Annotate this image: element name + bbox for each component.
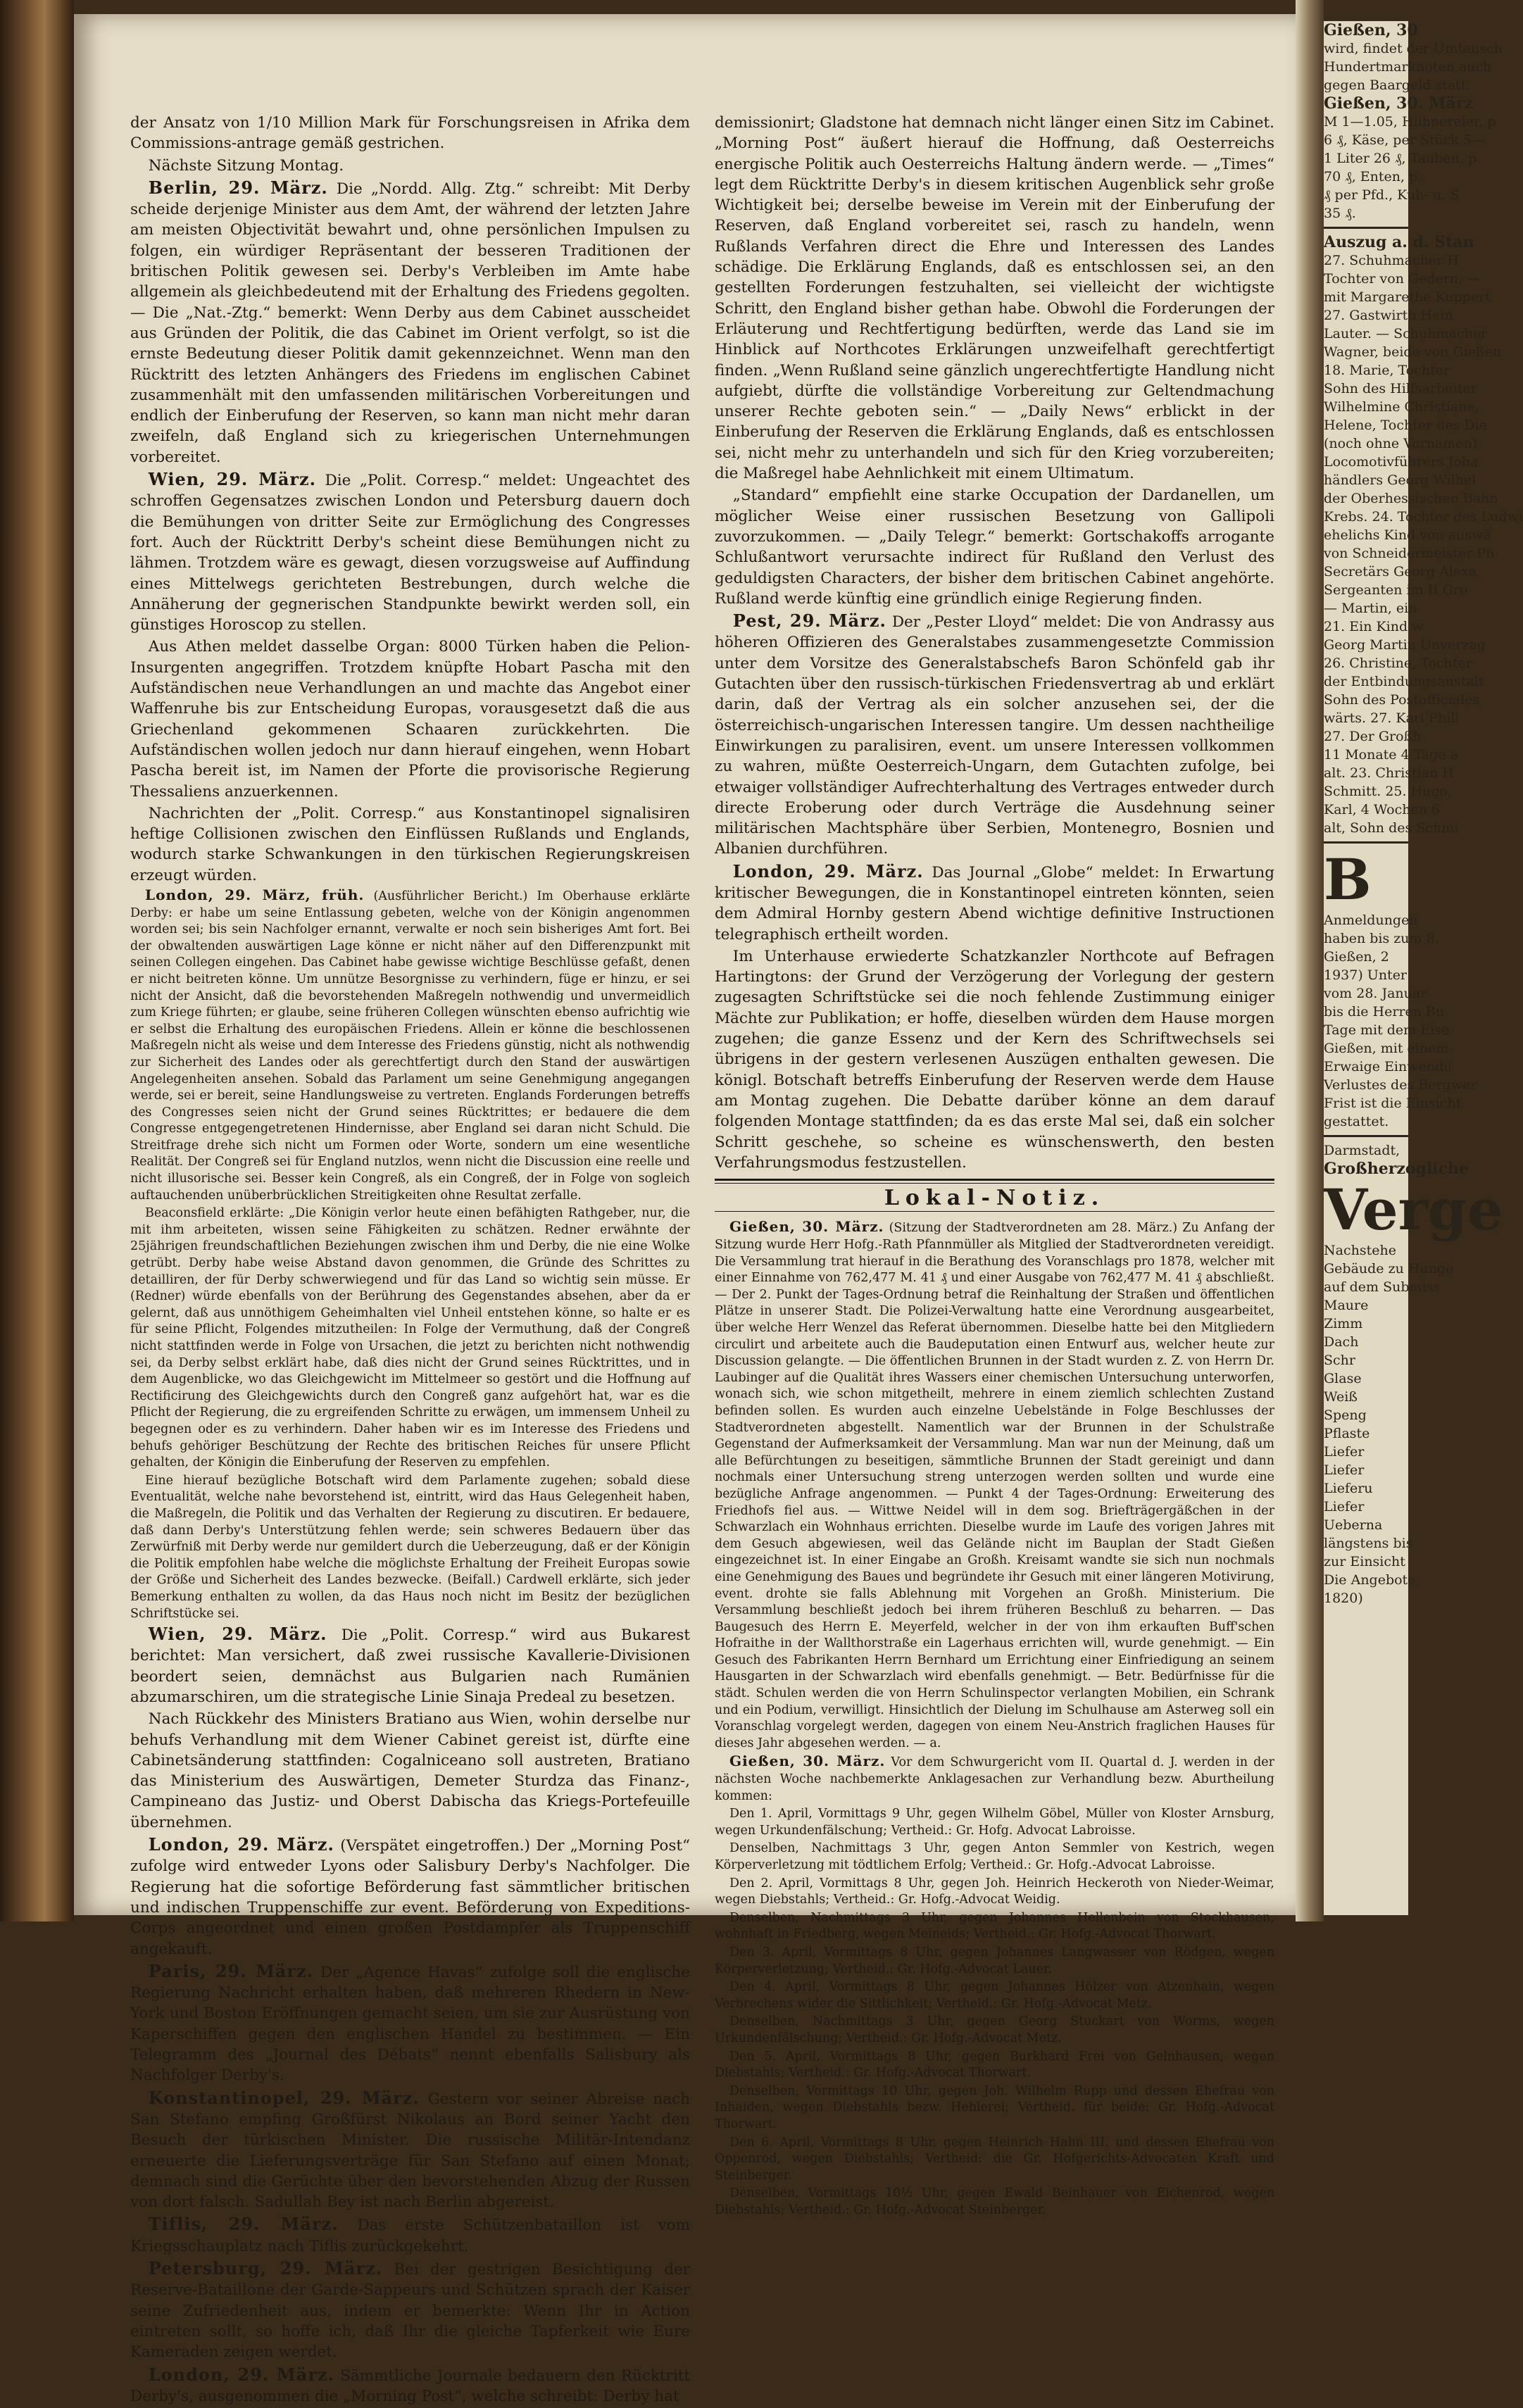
article-text: (Verspätet eingetroffen.) Der „Morning Post“ zufolge wird entweder Lyons oder Salisbury Derby's Nachfolger. Die Regierung hat die sofortige Beförderung fast sämmtlicher britischen und indischen Truppenschiffe zur event. Beförderung von Expeditions-Corps angeordnet und einen großen Postdampfer als Truppenschiff angekauft.	[130, 1837, 690, 1958]
adjacent-page-line: Gebäude zu Hunge	[1324, 1261, 1454, 1277]
adjacent-page-line: Weiß	[1324, 1389, 1358, 1405]
adjacent-page-line: wärts. 27. Karl Phili	[1324, 710, 1460, 726]
adjacent-page-line: Sohn des Hilfsarbeiter	[1324, 381, 1477, 396]
adjacent-page-line: 35 ₰.	[1324, 206, 1356, 221]
dateline: Paris, 29. März.	[148, 1960, 313, 1981]
article-text: Bei der gestrigen Besichtigung der Reserve-Bataillone der Garde-Sappeurs und Schützen sprach der Kaiser seine Zufriedenheit aus, indem er bemerkte: Wenn Ihr in Action eintreten sollt, so hoffe ich, daß Ihr die gleiche Tapferkeit wie Eure Kameraden zeigen werdet.	[130, 2261, 691, 2362]
adjacent-page-line: alt. 23. Christian H	[1324, 765, 1454, 781]
article-bratiano: Nach Rückkehr des Ministers Bratiano aus Wien, wohin derselbe nur behufs Verhandlung mit dem Wiener Cabinet gereist ist, dürfte eine Cabinetsänderung stattfinden: Cogalniceano soll austreten, Bratiano das Ministerium des Auswärtigen, Demeter Sturdza das Finanz-, Campineano das Justiz- und Oberst Dabischa das Kriegs-Portefeuille übernehmen.	[130, 1710, 690, 1831]
adjacent-page-line: Helene, Tochter des Die	[1324, 418, 1487, 433]
adjacent-page-line: Lieferu	[1324, 1481, 1373, 1496]
adjacent-page-line: Georg Martin Unverzag	[1324, 637, 1486, 653]
adjacent-page-line: 6 ₰, Käse, per Stück 5—	[1324, 132, 1486, 148]
adjacent-page-line: Schr	[1324, 1353, 1355, 1368]
adjacent-page-line: Liefer	[1324, 1462, 1365, 1478]
court-schedule-entry: Den 4. April, Vormittags 8 Uhr, gegen Johannes Hölzer von Atzenhain, wegen Verbrechens wider die Sittlichkeit; Vertheid.: Gr. Hofg.-Advocat Metz.	[715, 1980, 1274, 2011]
section-divider-thin	[715, 1211, 1274, 1212]
article-berlin	[130, 177, 690, 468]
dateline: Petersburg, 29. März.	[148, 2258, 383, 2279]
adjacent-page-line: 21. Ein Kind w	[1324, 619, 1424, 634]
article-wien-1	[130, 469, 690, 635]
adjacent-page-line: 70 ₰, Enten, p.	[1324, 169, 1422, 184]
adjacent-page-line: ehelichs Kind von auswä	[1324, 527, 1491, 543]
court-schedule-entry: Den 6. April, Vormittags 8 Uhr, gegen Heinrich Hahn III. und dessen Ehefrau von Oppenrod, wegen Diebstahls; Vertheid: die Gr. Hofgerichts-Advocaten Kraft und Steinberger.	[715, 2135, 1274, 2183]
adjacent-page-line: Gießen, mit einem	[1324, 1041, 1449, 1056]
adjacent-page-line: Verlustes des Bergwer	[1324, 1077, 1477, 1093]
adjacent-page-line: 18. Marie, Tochter	[1324, 363, 1450, 378]
court-schedule-entry: Den 3. April, Vormittags 8 Uhr, gegen Johannes Langwasser von Rödgen, wegen Körperverletzung; Vertheid.: Gr. Hofg.-Advocat Lauer.	[715, 1945, 1274, 1976]
adjacent-page-rule	[1324, 1135, 1408, 1137]
adjacent-page-line: (noch ohne Vornamen)	[1324, 436, 1478, 451]
adjacent-page-line: gegen Baargeld statt.	[1324, 77, 1471, 93]
adjacent-page-line: Gießen, 2	[1324, 949, 1389, 965]
adjacent-page-line: Gießen, 30. März	[1324, 94, 1473, 113]
article-london-small	[130, 887, 690, 1622]
adjacent-page-line: Glase	[1324, 1371, 1362, 1386]
adjacent-page-line: gestattet.	[1324, 1114, 1389, 1129]
adjacent-page-line: wird, findet der Umtausch	[1324, 41, 1503, 56]
adjacent-page-line: M 1—1.05, Hühnereier, p	[1324, 114, 1496, 130]
dateline: Tiflis, 29. März.	[148, 2214, 339, 2235]
adjacent-page-line: händlers Georg Wilhel	[1324, 472, 1477, 488]
adjacent-page-line: der Entbindungsanstalt	[1324, 674, 1484, 689]
adjacent-page-line: Erwaige Einwendu	[1324, 1059, 1453, 1074]
adjacent-page-line: Die Angebote	[1324, 1572, 1416, 1588]
adjacent-page-line: auf dem Submiss	[1324, 1279, 1441, 1295]
article-text: Gestern vor seiner Abreise nach San Stefano empfing Großfürst Nikolaus an Bord seiner Yacht den Besuch der türkischen Minister. Die russische Militär-Intendanz erneuerte die Lieferungsverträge für San Stefano auf einen Monat; demnach sind die Gerüchte über den bevorstehenden Abzug der Russen von dort falsch. Sadullah Bey ist nach Berlin abgereist.	[130, 2090, 690, 2212]
left-column	[130, 113, 690, 2408]
article-paris	[130, 1961, 690, 2086]
section-title: Lokal-Notiz.	[884, 1186, 1105, 1211]
article-text: Sämmtliche Journale bedauern den Rücktritt Derby's, ausgenommen die „Morning Post“, welche schreibt: Derby hat	[130, 2366, 690, 2405]
adjacent-page-line: Nachstehe	[1324, 1243, 1396, 1258]
dateline: Gießen, 30. März.	[729, 1752, 886, 1770]
adjacent-page-line: — Martin, ein	[1324, 601, 1417, 616]
adjacent-page-line: 27. Der Großh	[1324, 729, 1422, 744]
page-gutter	[1296, 0, 1324, 1921]
court-schedule-entry: Denselben, Vormittags 10½ Uhr, gegen Ewald Beinhauer von Eichenrod, wegen Diebstahls; Vertheid.: Gr. Hofg.-Advocat Steinberger.	[715, 2186, 1274, 2217]
adjacent-page-line: Karl, 4 Wochen 6	[1324, 802, 1441, 817]
right-column	[715, 113, 1274, 2220]
adjacent-page-line: alt, Sohn des Schmi	[1324, 820, 1459, 836]
dateline: Gießen, 30. März.	[729, 1218, 884, 1236]
adjacent-page-line: 1820)	[1324, 1591, 1363, 1606]
article-wien-2	[130, 1624, 690, 1707]
article-text: Die „Polit. Corresp.“ wird aus Bukarest berichtet: Man versichert, daß zwei russische Kavallerie-Divisionen beordert seien, demnächst aus Bulgarien nach Rumänien abzumarschiren, um die strategische Linie Sinaja Predeal zu besetzen.	[130, 1626, 690, 1706]
adjacent-page-line: Verge	[1324, 1177, 1503, 1243]
court-schedule-entry: Den 2. April, Vormittags 8 Uhr, gegen Joh. Heinrich Heckeroth von Nieder-Weimar, wegen Diebstahls; Vertheid.: Gr. Hofg.-Advocat Weidig.	[715, 1876, 1274, 1907]
article-text: Das Journal „Globe“ meldet: In Erwartung kritischer Bewegungen, die in Konstantinopel eintreten könnten, seien dem Admiral Hornby gestern Abend wichtige definitive Instructionen telegraphisch ertheilt worden.	[715, 863, 1275, 943]
dateline: London, 29. März, früh.	[145, 886, 365, 903]
adjacent-page-line: Wilhelmine Christiane,	[1324, 399, 1479, 415]
court-schedule-entry: Den 5. April, Vormittags 8 Uhr, gegen Burkhard Frei von Gelnhausen, wegen Diebstahls; Vertheid.: Gr. Hofg.-Advocat Thorwart.	[715, 2049, 1274, 2081]
article-text: Die „Nordd. Allg. Ztg.“ schreibt: Mit Derby scheide derjenige Minister aus dem Amt, der während der letzten Jahre am meisten Objectivität bewahrt und, ohne persönlichen Impulsen zu folgen, ein würdiger Repräsentant der besseren Traditionen der britischen Politik gewesen sei. Derby's Verbleiben im Amte habe allgemein als gleichbedeutend mit der Erhaltung des Friedens gegolten. — Die „Nat.-Ztg.“ bemerkt: Wenn Derby aus dem Cabinet ausscheidet aus Gründen der Politik, die das Cabinet im Orient verfolgt, so ist die ernste Bedeutung dieser Politik damit gekennzeichnet. Wenn man den Rücktritt des letzten Anhängers des Friedens im englischen Cabinet zusammenhält mit den umfassenden militärischen Vorbereitungen und endlich der Einberufung der Reserven, so kann man nicht mehr daran zweifeln, daß England sich zu kriegerischen Unternehmungen vorbereitet.	[130, 180, 691, 466]
adjacent-page-line: mit Margarethe Kuppert	[1324, 289, 1491, 305]
adjacent-page-line: Großherzogliche	[1324, 1160, 1469, 1178]
cardwell-text: Eine hierauf bezügliche Botschaft wird dem Parlamente zugehen; sobald diese Eventualität, welche nahe bevorstehend ist, eintritt, wird das Haus Gelegenheit haben, die Maßregeln, die Politik und das Verhalten der Regierung zu discutiren. Er bedauere, daß dann Derby's Unterstützung fehlen werde; sein schweres Bedauern über das Zerwürfniß mit Derby werde nur gemildert durch die Ueberzeugung, daß er der Königin die Politik empfohlen habe welche die möglichste Erhaltung der Freiheit Europas sowie der Größe und Sicherheit des Landes bezwecke. (Beifall.) Cardwell erklärte, sich jeder Bemerkung enthalten zu wollen, da das Haus noch nicht im Besitz der bezüglichen Schriftstücke sei.	[130, 1473, 690, 1621]
adjacent-page-line: Zimm	[1324, 1316, 1363, 1331]
dateline: Konstantinopel, 29. März.	[148, 2087, 420, 2108]
adjacent-page-line: Sohn des Postofficiales	[1324, 692, 1480, 708]
article-text: Vor dem Schwurgericht vom II. Quartal d. J. werden in der nächsten Woche nachbemerkte Anklagesachen zur Verhandlung bezw. Aburtheilung kommen:	[715, 1755, 1274, 1803]
article-text: (Ausführlicher Bericht.) Im Oberhause erklärte Derby: er habe um seine Entlassung gebeten, welche von der Königin angenommen worden sei; bis sein Nachfolger ernannt, verwalte er noch sein bisheriges Amt fort. Bei der obwaltenden auswärtigen Lage könne er nicht näher auf den Differenzpunkt mit seinen Collegen eingehen. Das Cabinet habe gewisse wichtige Beschlüsse gefaßt, denen er nicht beitreten könne. Um unnütze Besorgnisse zu verhindern, füge er hinzu, er sei nicht der Ansicht, daß die bevorstehenden Maßregeln nothwendig und unvermeidlich zum Kriege führten; er glaube, seine früheren Collegen wünschten ebenso aufrichtig wie er selbst die Erhaltung des europäischen Friedens. Allein er könne die beschlossenen Maßregeln nicht als weise und dem Interesse des Friedens günstig, nicht als nothwendig zur Sicherheit des Landes oder als gerechtfertigt durch den Stand der auswärtigen Angelegenheiten ansehen. Sobald das Parlament um seine Genehmigung angegangen werde, sei er bereit, seine Handlungsweise zu vertreten. Englands Forderungen betreffs des Congresses seien nicht der Grund seines Rücktrittes; er bedauere die dem Congresse entgegengetretenen Hindernisse, aber England sei daran nicht Schuld. Die Streitfrage drehe sich nicht um Formen oder Worte, sondern um eine wesentliche Realität. Der Congreß sei für England nutzlos, wenn nicht die Discussion eine reelle und nicht illusorische sei. Besser kein Congreß, als ein Congreß, der in Folge von sogleich auftauchenden unüberbrücklichen Streitigkeiten ohne Resultat zerfalle.	[130, 889, 690, 1203]
court-schedule-entry: Denselben, Vormittags 10 Uhr, gegen Joh. Wilhelm Rupp und dessen Ehefrau von Inhaiden, wegen Diebstahls bezw. Hehlerei; Vertheid. für beide: Gr. Hofg.-Advocat Thorwart.	[715, 2083, 1274, 2131]
adjacent-page-line: Gießen, 30	[1324, 21, 1418, 39]
adjacent-page-line: vom 28. Januar	[1324, 986, 1427, 1001]
adjacent-page-line: Pflaste	[1324, 1426, 1370, 1441]
adjacent-page-rule	[1324, 841, 1408, 844]
next-session-note: Nächste Sitzung Montag.	[148, 156, 344, 175]
adjacent-page-line: 27. Gastwirth Hein	[1324, 308, 1453, 323]
dateline: Pest, 29. März.	[732, 610, 886, 632]
book-spine	[0, 0, 74, 1921]
adjacent-page-line: 26. Christine, Tochter	[1324, 656, 1472, 671]
intro-text: der Ansatz von 1/10 Million Mark für Forschungsreisen in Afrika dem Commissions-antrage gemäß gestrichen.	[130, 114, 690, 153]
dateline: London, 29. März.	[732, 860, 924, 882]
adjacent-page-line: von Schneidermeister Ph	[1324, 546, 1495, 561]
adjacent-page-line: 1937) Unter	[1324, 967, 1408, 983]
dateline: London, 29. März.	[148, 1834, 334, 1855]
adjacent-page-line: Lauter. — Schuhmacher	[1324, 326, 1488, 341]
adjacent-page-line: Liefer	[1324, 1499, 1365, 1515]
article-london-3	[130, 2364, 690, 2407]
article-text: Das erste Schützenbataillon ist vom Kriegsschauplatz nach Tiflis zurückgekehrt.	[130, 2216, 690, 2255]
dateline: Wien, 29. März.	[148, 1624, 327, 1645]
dateline: Wien, 29. März.	[148, 469, 317, 490]
article-text: Die „Polit. Corresp.“ meldet: Ungeachtet des schroffen Gegensatzes zwischen London und Petersburg dauern doch die Bemühungen von dritter Seite zur Ermöglichung des Congresses fort. Auch der Rücktritt Derby's scheint diese Bemühungen nicht zu lähmen. Trotzdem wäre es gewagt, diesen vorzugsweise auf Auffindung eines Mittelwegs gerichteten Bestrebungen, durch welche die Annäherung der gegnerischen Standpunkte bewirkt werden soll, ein günstiges Horoscop zu stellen.	[130, 472, 690, 634]
adjacent-page-line: Ueberna	[1324, 1517, 1383, 1533]
adjacent-page-line: 27. Schuhmacher H	[1324, 253, 1459, 268]
adjacent-page-line: Wagner, beide von Gießen	[1324, 344, 1501, 360]
adjacent-page-line: Schmitt. 25. Hugo,	[1324, 784, 1453, 799]
dateline: Berlin, 29. März.	[148, 177, 328, 198]
article-tiflis	[130, 2214, 690, 2257]
article-london-2	[130, 1834, 690, 1959]
article-text: Der „Pester Lloyd“ meldet: Die von Andrassy aus höheren Offizieren des Generalstabes zusammengesetzte Commission unter dem Vorsitze des Generalstabschefs Baron Schönfeld gab ihr Gutachten über den russisch-türkischen Friedensvertrag ab und erklärt darin, daß der Vertrag als ein solcher anzusehen sei, der die österreichisch-ungarischen Interessen tangire. Um dessen nachtheilige Einwirkungen zu paralisiren, event. um unsere Interessen vollkommen zu wahren, müßte Oesterreich-Ungarn, dem Gutachten zufolge, bei etwaiger vollständiger Aufrechterhaltung des Vertrages entweder durch directe Eroberung oder durch Verträge die Ausdehnung seiner militärischen Machtsphäre über Serbien, Montenegro, Bosnien und Albanien durchführen.	[715, 613, 1274, 858]
adjacent-page-line: Sergeanten im II Gro	[1324, 582, 1468, 598]
adjacent-page-line: Dach	[1324, 1334, 1359, 1350]
adjacent-page-line: Krebs. 24. Tochter des Ludwi	[1324, 509, 1523, 525]
section-divider	[715, 1179, 1274, 1184]
article-konstantinopel-note: Nachrichten der „Polit. Corresp.“ aus Konstantinopel signalisiren heftige Collisionen zwischen den Einflüssen Rußlands und Englands, wodurch starke Schwankungen in den türkischen Regierungskreisen erzeugt würden.	[130, 804, 690, 884]
adjacent-page-line: 1 Liter 26 ₰, Tauben, p	[1324, 151, 1477, 166]
dateline: London, 29. März.	[148, 2364, 334, 2385]
adjacent-page-line: Auszug a. d. Stan	[1324, 233, 1474, 251]
beaconsfield-text: Beaconsfield erklärte: „Die Königin verlor heute einen befähigten Rathgeber, nur, die mit ihm arbeiteten, wissen seine Fähigkeiten zu schätzen. Redner erwähnte der 25jährigen freundschaftlichen Beziehungen zwischen ihm und Derby, die nie eine Wolke getrübt. Derby habe weise Abstand davon genommen, die Gründe des Schrittes zu detailliren, der für Derby schwerwiegend und für das Land so wichtig sein müsse. Er (Redner) würde ebenfalls von der Berührung des Gegenstandes absehen, aber da er gelernt, daß aus unnöthigem Geheimhalten viel Unheil entstehen könne, so halte er es für seine Pflicht, Folgendes mitzutheilen: In Folge der Vermuthung, daß der Congreß nicht stattfinden werde in Folge von Ursachen, die jetzt zu berichten nicht nothwendig sei, da Derby selbst erklärt habe, daß dies nicht der Grund seines Rücktrittes, und in dem Augenblicke, wo das Gleichgewicht im Mittelmeer so gestört und die Hoffnung auf Rectificirung des Gleichgewichts durch den Congreß ganz aufgehört hat, war es die Pflicht der Regierung, die zu ergreifenden Schritte zu erwägen, um immensem Unheil zu begegnen oder es zu verhindern. Daher haben wir es im Interesse des Friedens und behufs gehöriger Beschützung der Rechte des britischen Reiches für unsere Pflicht gehalten, der Königin die Einberufung der Reserven zu empfehlen.	[130, 1206, 690, 1470]
article-standard: „Standard“ empfiehlt eine starke Occupation der Dardanellen, um möglicher Weise einer russischen Besetzung von Gallipoli zuvorzukommen. — „Daily Telegr.“ bemerkt: Gortschakoffs arrogante Schlußantwort verursachte indirect für Rußland den Verlust des geduldigsten Characters, der bisher dem britischen Cabinet angehörte. Rußland werde künftig eine gründlich einige Regierung finden.	[715, 487, 1274, 608]
adjacent-page-text	[1324, 21, 1523, 1607]
adjacent-page-line: Frist ist die Einsicht	[1324, 1096, 1462, 1111]
adjacent-page-line: Tochter von Gedern. —	[1324, 271, 1481, 287]
article-text: Der „Agence Havas“ zufolge soll die englische Regierung Nachricht erhalten haben, daß mehreren Rhedern in New-York und Boston Eröffnungen gemacht seien, um sie zur Ausrüstung von Kaperschiffen gegen den englischen Handel zu bestimmen. — Ein Telegramm des „Journal des Débats“ nennt ebenfalls Salisbury als Nachfolger Derby's.	[130, 1963, 690, 2085]
court-schedule-list	[715, 1806, 1274, 2219]
adjacent-page-edge	[1324, 21, 1523, 1915]
adjacent-page-line: längstens bis	[1324, 1536, 1413, 1551]
article-text: (Sitzung der Stadtverordneten am 28. März.) Zu Anfang der Sitzung wurde Herr Hofg.-Rath Pfannmüller als Mitglied der Stadtverordneten vereidigt. Die Versammlung trat hierauf in die Berathung des Voranschlags pro 1878, welcher mit einer Einnahme von 762,477 M. 41 ₰ und einer Ausgabe von 762,477 M. 41 ₰ abschließt. — Der 2. Punkt der Tages-Ordnung betraf die Reinhaltung der Straßen und öffentlichen Plätze in unserer Stadt. Die Polizei-Verwaltung hatte eine Verordnung ausgearbeitet, über welche Herr Wenzel das Referat übernommen. Dieselbe hatte bei den Mitgliedern circulirt und arbeitete auch die Baudeputation einen Entwurf aus, welcher heute zur Discussion gelangte. — Die öffentlichen Brunnen in der Stadt wurden z. Z. von Herrn Dr. Laubinger auf die Qualität ihres Wassers einer chemischen Untersuchung unterworfen, wonach sich, wie schon mitgetheilt, mehrere in einem ziemlich schlechten Zustand befinden sollen. Es wurden auch einzelne Uebelstände in Folge Beschlusses der Stadtverordneten abgestellt. Namentlich war der Brunnen in der Schulstraße Gegenstand der Aufmerksamkeit der Versammlung. Man war nun der Meinung, daß um alle Befürchtungen zu beseitigen, sämmtliche Brunnen der Stadt gereinigt und dann nochmals einer Untersuchung streng unterzogen werden sollten und wurde eine bezügliche Anfrage angenommen. — Punkt 4 der Tages-Ordnung: Erweiterung des Friedhofs fiel aus. — Wittwe Neidel will in dem sog. Briefträgergäßchen in der Schwarzlach ein Wohnhaus errichten. Dieselbe wurde im Laufe des vorigen Jahres mit dem Gesuch abgewiesen, weil das Gelände nicht im Bauplan der Stadt Gießen eingezeichnet ist. In einer Eingabe an Großh. Kreisamt wandte sie sich nun nochmals eine Genehmigung des Baues und begründete ihr Gesuch mit einer längeren Motivirung, event. drohte sie falls Ablehnung mit Vorgehen an Großh. Ministerium. Die Versammlung beschließt jedoch bei ihrem früheren Beschluß zu beharren. — Das Baugesuch des Herrn E. Meyerfeld, welcher in der von ihm erkauften Buff'schen Hofraithe in der Wallthorstraße ein Lagerhaus errichten will, wurde genehmigt. — Ein Gesuch des Fabrikanten Herrn Bernhard um Errichtung einer Einfriedigung an seinem Hausgarten in der Schwarzlach wird ebenfalls genehmigt. — Betr. Bedürfnisse für die städt. Schulen werden die von Herrn Schulinspector verlangten Mobilien, ein Schrank und ein Podium, verwilligt. Hinsichtlich der Dielung im Schulhause am Asterweg soll ein Voranschlag vorgelegt werden, dagegen von einem Neu-Anstrich fraglichen Hauses für dieses Jahr abgesehen werden. — a.	[715, 1221, 1274, 1750]
court-schedule-entry: Denselben, Nachmittags 3 Uhr, gegen Johannes Hellenbein von Stockhausen, wohnhaft in Friedberg, wegen Meineids; Vertheid.: Gr. Hofg.-Advocat Thorwart.	[715, 1910, 1274, 1942]
adjacent-page-line: Maure	[1324, 1298, 1369, 1313]
adjacent-page-line: Hundertmarknoten auch	[1324, 59, 1492, 75]
adjacent-page-line: zur Einsicht	[1324, 1554, 1405, 1569]
article-athen: Aus Athen meldet dasselbe Organ: 8000 Türken haben die Pelion-Insurgenten angegriffen. Trotzdem knüpfte Hobart Pascha mit den Aufständischen neue Verhandlungen an und machte das Angebot einer Waffenruhe bis zur Entscheidung Europas, vorausgesetzt daß die aus Griechenland gekommenen Schaaren zurückkehrten. Die Aufständischen wollen jedoch nur dann hierauf eingehen, wenn Hobart Pascha bereit ist, im Namen der Pforte die provisorische Regierung Thessaliens anzuerkennen.	[130, 638, 690, 801]
adjacent-page-line: Anmeldungen	[1324, 913, 1418, 928]
adjacent-page-line: der Oberhessischen Bahn	[1324, 491, 1498, 506]
adjacent-page-line: Locomotivführers Joha	[1324, 454, 1479, 470]
adjacent-page-line: Darmstadt,	[1324, 1143, 1400, 1158]
adjacent-page-line: bis die Herren Bu	[1324, 1004, 1445, 1020]
article-petersburg	[130, 2258, 690, 2362]
adjacent-page-line: haben bis zum 8.	[1324, 931, 1439, 946]
local-news	[715, 1219, 1274, 2219]
article-konstantinopel	[130, 2088, 690, 2213]
court-schedule-entry: Denselben, Nachmittags 3 Uhr, gegen Georg Stuckart von Worms, wegen Urkundenfälschung; Vertheid.: Gr. Hofg.-Advocat Metz.	[715, 2014, 1274, 2045]
article-pest	[715, 610, 1274, 860]
adjacent-page-line: Secretärs Georg Alexa	[1324, 564, 1477, 579]
article-unterhause: Im Unterhause erwiederte Schatzkanzler Northcote auf Befragen Hartingtons: der Grund der Verzögerung der Vorlegung der gestern zugesagten Schriftstücke sei die noch fehlende Zustimmung einiger Mächte zur Publikation; er hoffe, dieselben würden dem Hause morgen zugehen; die ganze Essenz und der Kern des Schriftwechsels sei übrigens in der gestern verlesenen Auszügen enthalten gewesen. Die königl. Botschaft betreffs Einberufung der Reserven werde dem Hause am Montag zugehen. Die Debatte darüber könne an dem darauf folgenden Montage stattfinden; da es das erste Mal sei, daß ein solcher Schritt geschehe, so scheine es wünschenswerth, den besten Verfahrungsmodus festzustellen.	[715, 947, 1274, 1172]
court-schedule-entry: Denselben, Nachmittags 3 Uhr, gegen Anton Semmler von Kestrich, wegen Körperverletzung mit tödtlichem Erfolg; Vertheid.: Gr. Hofg.-Advocat Labroisse.	[715, 1841, 1274, 1872]
adjacent-page-line: ₰ per Pfd., Kuh- u. S	[1324, 187, 1460, 203]
court-schedule-entry: Den 1. April, Vormittags 9 Uhr, gegen Wilhelm Göbel, Müller von Kloster Arnsburg, wegen Urkundenfälschung; Vertheid.: Gr. Hofg. Advocat Labroisse.	[715, 1807, 1274, 1838]
adjacent-page-line: B	[1324, 846, 1372, 913]
adjacent-page-rule	[1324, 227, 1408, 229]
adjacent-page-line: Tage mit dem Eise	[1324, 1022, 1450, 1038]
adjacent-page-line: Speng	[1324, 1407, 1367, 1423]
adjacent-page-line: 11 Monate 4 Tage a	[1324, 747, 1459, 763]
adjacent-page-line: Liefer	[1324, 1444, 1365, 1460]
article-london-4	[715, 861, 1274, 945]
continued-text: demissionirt; Gladstone hat demnach nicht länger einen Sitz im Cabinet. „Morning Post“ äußert hierauf die Hoffnung, daß Oesterreichs energische Politik auch Oesterreichs Haltung ändern werde. — „Times“ legt dem Rücktritte Derby's in diesem kritischen Augenblick sehr große Wichtigkeit bei; derselbe beweise im Verein mit der Einberufung der Reserven, daß England vorbereitet sei, rasch zu handeln, wenn Rußlands Verfahren direct die Ehre und Interessen des Landes schädige. Die Erklärung Englands, daß es entschlossen sei, an den gestellten Forderungen festzuhalten, sei vielleicht der wichtigste Schritt, den England bisher gethan habe. Obwohl die Forderungen der Erläuterung und Rechtfertigung bedürften, werde das Land sie im Hinblick auf Northcotes Erklärungen unzweifelhaft gerechtfertigt finden. „Wenn Rußland seine gänzlich ungerechtfertigte Handlung nicht aufgiebt, dürfte die vollständige Vorbereitung zur Geltendmachung unserer Rechte geboten sein.“ — „Daily News“ erblickt in der Einberufung der Reserven die Erklärung Englands, daß es entschlossen sei, nicht mehr zu unterhandeln und sich für den Krieg vorzubereiten; die Maßregel habe Aehnlichkeit mit einem Ultimatum.	[715, 114, 1274, 483]
